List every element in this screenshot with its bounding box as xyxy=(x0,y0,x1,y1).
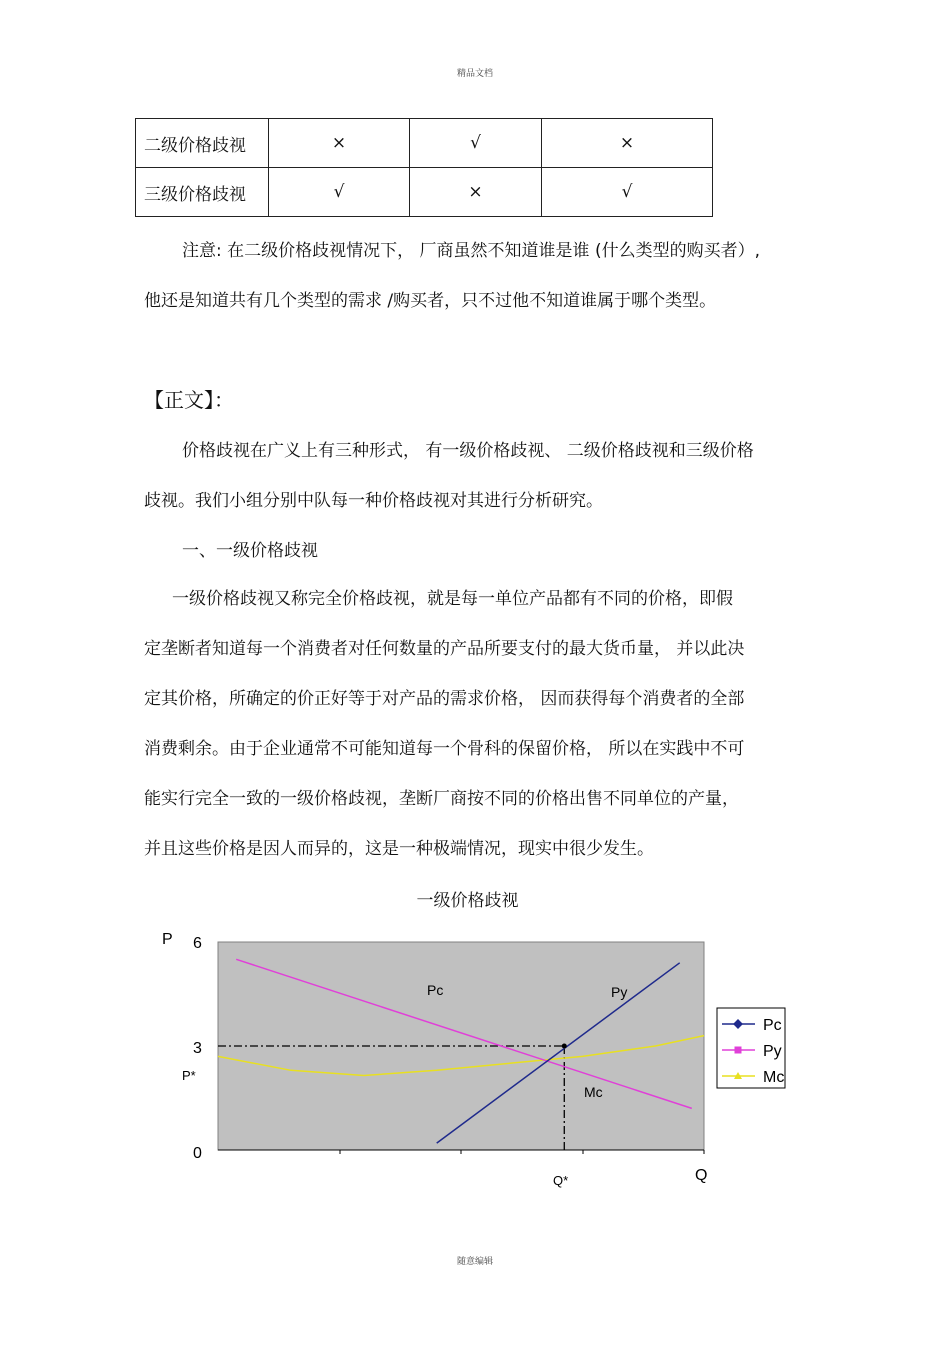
y-tick-label: 6 xyxy=(193,935,202,952)
body-line-5: 能实行完全一致的一级价格歧视，垄断厂商按不同的价格出售不同单位的产量， xyxy=(144,789,739,809)
body-line-1: 一级价格歧视又称完全价格歧视，就是每一单位产品都有不同的价格，即假 xyxy=(172,589,733,609)
subheading: 一、一级价格歧视 xyxy=(182,541,318,561)
p-star-label: P* xyxy=(182,1068,196,1083)
table-cell: × xyxy=(269,119,410,168)
legend-label-py: Py xyxy=(763,1043,782,1060)
intro-line-1: 价格歧视在广义上有三种形式， 有一级价格歧视、 二级价格歧视和三级价格 xyxy=(182,441,754,461)
mc-curve-label: Mc xyxy=(584,1084,603,1100)
chart-title: 一级价格歧视 xyxy=(416,891,519,911)
page-header: 精品文档 xyxy=(456,69,493,79)
table-cell: × xyxy=(542,119,713,168)
intro-line-2: 歧视。我们小组分别中队每一种价格歧视对其进行分析研究。 xyxy=(144,491,603,511)
equilibrium-point xyxy=(562,1044,567,1049)
note-line-1: 注意: 在二级价格歧视情况下， 厂商虽然不知道谁是谁 (什么类型的购买者）, xyxy=(182,241,760,261)
row-label: 三级价格歧视 xyxy=(136,168,269,217)
body-line-4: 消费剩余。由于企业通常不可能知道每一个骨科的保留价格， 所以在实践中不可 xyxy=(144,739,745,759)
table-cell: √ xyxy=(410,119,542,168)
pc-curve-label: Pc xyxy=(427,982,444,998)
table-cell: √ xyxy=(542,168,713,217)
body-line-3: 定其价格，所确定的价正好等于对产品的需求价格， 因而获得每个消费者的全部 xyxy=(144,689,745,709)
body-line-2: 定垄断者知道每一个消费者对任何数量的产品所要支付的最大货币量， 并以此决 xyxy=(144,639,745,659)
y-tick-label: 3 xyxy=(193,1040,202,1057)
legend-marker-py xyxy=(735,1047,742,1054)
body-line-6: 并且这些价格是因人而异的，这是一种极端情况，现实中很少发生。 xyxy=(144,839,654,859)
q-star-label: Q* xyxy=(553,1173,569,1188)
table-cell: √ xyxy=(269,168,410,217)
note-line-2: 他还是知道共有几个类型的需求 /购买者，只不过他不知道谁属于哪个类型。 xyxy=(144,291,717,311)
row-label: 二级价格歧视 xyxy=(136,119,269,168)
y-axis-label: P xyxy=(162,931,173,948)
legend-label-pc: Pc xyxy=(763,1017,782,1034)
section-title: 【正文】： xyxy=(144,388,234,412)
py-curve-label: Py xyxy=(611,984,628,1000)
chart-legend xyxy=(717,1008,785,1088)
legend-label-mc: Mc xyxy=(763,1069,785,1086)
y-tick-label: 0 xyxy=(193,1145,202,1162)
table-cell: × xyxy=(410,168,542,217)
x-axis-label: Q xyxy=(695,1167,708,1184)
page-footer: 随意编辑 xyxy=(456,1257,493,1267)
